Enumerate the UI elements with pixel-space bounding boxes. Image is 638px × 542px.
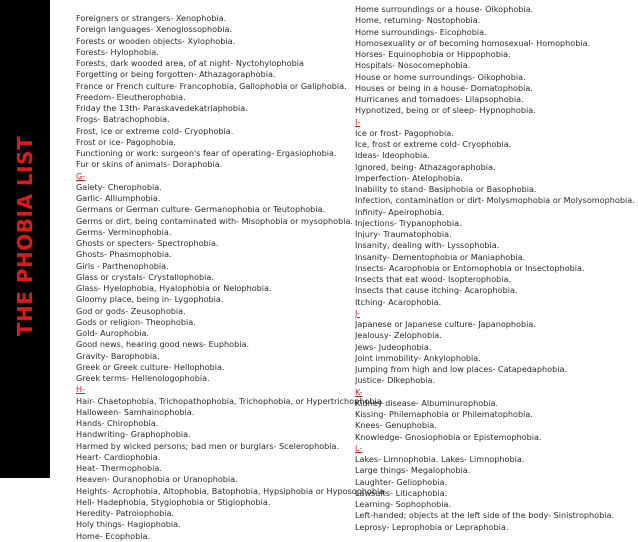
phobia-entry: Good news, hearing good news- Euphobia. [76, 339, 250, 350]
phobia-entry: Ice, frost or extreme cold- Cryophobia. [355, 139, 512, 149]
phobia-entry: Houses or being in a house- Domatophobia. [355, 82, 533, 93]
phobia-entry: Injury- Traumatophobia. [355, 229, 452, 239]
phobia-entry: Insects that eat wood- Isopterophobia. [355, 274, 512, 284]
phobia-entry: Harmed by wicked persons; bad men or burglars- Scelerophobia. [76, 440, 340, 451]
phobia-entry: Girls - Parthenophobia. [76, 260, 169, 271]
phobia-entry: Halloween- Samhainophobia. [76, 406, 195, 417]
phobia-entry: Hair- Chaetophobia, Trichopathophobia, Trichophobia, or Hypertrichophobia. [76, 395, 385, 406]
phobia-entry: Freedom- Eleutherophobia. [76, 91, 186, 102]
phobia-entry: Forests- Hylophobia. [76, 46, 159, 57]
phobia-entry: Laughter- Geliophobia. [355, 476, 448, 487]
phobia-entry: Homosexuality or of becoming homosexual- Homophobia. [355, 37, 591, 48]
phobia-entry: Injections- Trypanophobia. [355, 217, 462, 228]
phobia-entry: Forests, dark wooded area, of at night- Nyctohylophobia [76, 58, 304, 68]
phobia-entry: Left-handed; objects at the left side of the body- Sinistrophobia. [355, 510, 615, 521]
phobia-entry: Gaiety- Cherophobia. [76, 181, 162, 192]
phobia-entry: Hospitals- Nosocomephobia. [355, 60, 471, 71]
phobia-entry: Insects that cause itching- Acarophobia. [355, 285, 518, 296]
phobia-entry: Japanese or Japanese culture- Japanophobia. [355, 319, 536, 329]
phobia-entry: Garlic- Alliumphobia. [76, 193, 161, 203]
phobia-entry: Heat- Thermophobia. [76, 463, 162, 473]
phobia-entry: Gold- Aurophobia. [76, 328, 150, 338]
phobia-entry: Gloomy place, being in- Lygophobia. [76, 294, 224, 305]
phobia-column-left [76, 13, 387, 542]
section-letter-heading: H- [76, 384, 86, 395]
phobia-entry: Frost, ice or extreme cold- Cryophobia. [76, 125, 234, 136]
phobia-entry: Insanity, dealing with- Lyssophobia. [355, 240, 500, 251]
phobia-entry: Insects- Acarophobia or Entomophobia or Insectophobia. [355, 262, 585, 273]
phobia-entry: Fur or skins of animals- Doraphobia. [76, 159, 223, 170]
phobia-entry: Handwriting- Graphophobia. [76, 429, 191, 440]
phobia-entry: Gravity- Barophobia. [76, 350, 160, 361]
phobia-entry: Greek or Greek culture- Hellophobia. [76, 361, 225, 372]
phobia-entry: Kissing- Philemaphobia or Philematophobia. [355, 409, 533, 419]
phobia-entry: Functioning or work: surgeon's fear of operating- Ergasiophobia. [76, 148, 337, 158]
phobia-entry: France or French culture- Francophobia, Gallophobia or Galiphobia. [76, 80, 347, 91]
section-letter-heading: K- [355, 386, 363, 397]
phobia-entry: Germs- Verminophobia. [76, 226, 172, 237]
phobia-entry: Joint immobility- Ankylophobia. [355, 352, 481, 363]
phobia-entry: Large things- Megalophobia. [355, 465, 471, 476]
phobia-entry: Greek terms- Hellenologophobia. [76, 373, 210, 383]
phobia-entry: Ignored, being- Athazagoraphobia. [355, 161, 496, 172]
phobia-entry: Insanity- Dementophobia or Maniaphobia. [355, 251, 526, 262]
section-letter-heading: J- [355, 307, 361, 318]
phobia-entry: Glass- Hyelophobia, Hyalophobia or Nelophobia. [76, 283, 272, 293]
phobia-column-right [355, 4, 635, 533]
phobia-entry: Friday the 13th- Paraskavedekatriaphobia. [76, 103, 248, 113]
phobia-entry: Hands- Chirophobia. [76, 418, 159, 428]
phobia-entry: Itching- Acarophobia. [355, 296, 442, 307]
phobia-entry: Ghosts or specters- Spectrophobia. [76, 238, 219, 248]
phobia-entry: Home surroundings or a house- Oikophobia. [355, 4, 534, 14]
phobia-entry: Frogs- Batrachophobia. [76, 114, 170, 125]
phobia-entry: Jews- Judeophobia. [355, 341, 432, 352]
phobia-entry: Forests or wooden objects- Xylophobia. [76, 35, 236, 46]
phobia-entry: Jumping from high and low places- Catapedaphobia. [355, 364, 568, 374]
phobia-entry: Inability to stand- Basiphobia or Basophobia. [355, 184, 537, 194]
phobia-entry: Heredity- Patroiophobia. [76, 508, 174, 518]
phobia-entry: Holy things- Hagiophobia. [76, 519, 181, 530]
phobia-entry: Heart- Cardiophobia. [76, 451, 161, 462]
phobia-entry: Home surroundings- Eicophobia. [355, 26, 487, 37]
phobia-entry: Hell- Hadephobia, Stygiophobia or Stigiophobia. [76, 496, 271, 507]
phobia-entry: Ideas- Ideophobia. [355, 150, 430, 161]
phobia-entry: Infinity- Apeirophobia. [355, 206, 445, 217]
phobia-entry: Home- Ecophobia. [76, 530, 151, 541]
phobia-entry: Foreigners or strangers- Xenophobia. [76, 13, 227, 23]
phobia-entry: Ghosts- Phasmophobia. [76, 249, 172, 260]
phobia-entry: Knowledge- Gnosiophobia or Epistemophobia. [355, 431, 542, 442]
phobia-entry: Hypnotized, being or of sleep- Hypnophobia. [355, 105, 536, 116]
phobia-entry: Knees- Genuphobia. [355, 420, 437, 431]
section-letter-heading: L- [355, 442, 363, 453]
phobia-entry: Leprosy- Leprophobia or Lepraphobia. [355, 521, 509, 532]
phobia-entry: Jealousy- Zelophobia. [355, 330, 442, 341]
section-letter-heading: I- [355, 116, 361, 127]
phobia-entry: Hurricanes and tornadoes- Lilapsophobia. [355, 94, 524, 104]
section-letter-heading: G- [76, 170, 86, 181]
phobia-entry: Lakes- Limnophobia. Lakes- Limnophobia. [355, 454, 525, 464]
phobia-entry: Imperfection- Atelophobia. [355, 172, 463, 183]
phobia-entry: Frost or ice- Pagophobia. [76, 136, 176, 147]
page-title: THE PHOBIA LIST [13, 135, 37, 337]
phobia-entry: Justice- Dikephobia. [355, 375, 436, 386]
phobia-entry: Germs or dirt, being contaminated with- Misophobia or mysophobia. [76, 215, 353, 226]
phobia-entry: Gods or religion- Theophobia. [76, 316, 196, 327]
phobia-entry: Kidney disease- Albuminurophobia. [355, 397, 499, 408]
title-bar [0, 0, 50, 478]
phobia-entry: Foreign languages- Xenoglossophobia. [76, 24, 233, 35]
phobia-entry: God or gods- Zeusophobia. [76, 305, 186, 316]
phobia-entry: Horses- Equinophobia or Hippophobia. [355, 49, 511, 59]
phobia-entry: Learning- Sophophobia. [355, 499, 452, 509]
phobia-entry: Ice or frost- Pagophobia. [355, 127, 454, 138]
phobia-entry: House or home surroundings- Oikophobia. [355, 71, 526, 82]
phobia-entry: Forgetting or being forgotten- Athazagoraphobia. [76, 69, 276, 80]
phobia-entry: Home, returning- Nostophobia. [355, 15, 481, 26]
phobia-entry: Germans or German culture- Germanophobia or Teutophobia. [76, 204, 326, 215]
phobia-entry: Glass or crystals- Crystallophobia. [76, 271, 214, 282]
phobia-entry: Lawsuits- Liticaphobia. [355, 487, 448, 498]
phobia-entry: Heaven- Ouranophobia or Uranophobia. [76, 474, 238, 485]
phobia-entry: Heights- Acrophobia, Altophobia, Batophobia, Hypsiphobia or Hyposophobia. [76, 485, 387, 496]
phobia-entry: Infection, contamination or dirt- Molysmophobia or Molysomophobia. [355, 195, 635, 206]
